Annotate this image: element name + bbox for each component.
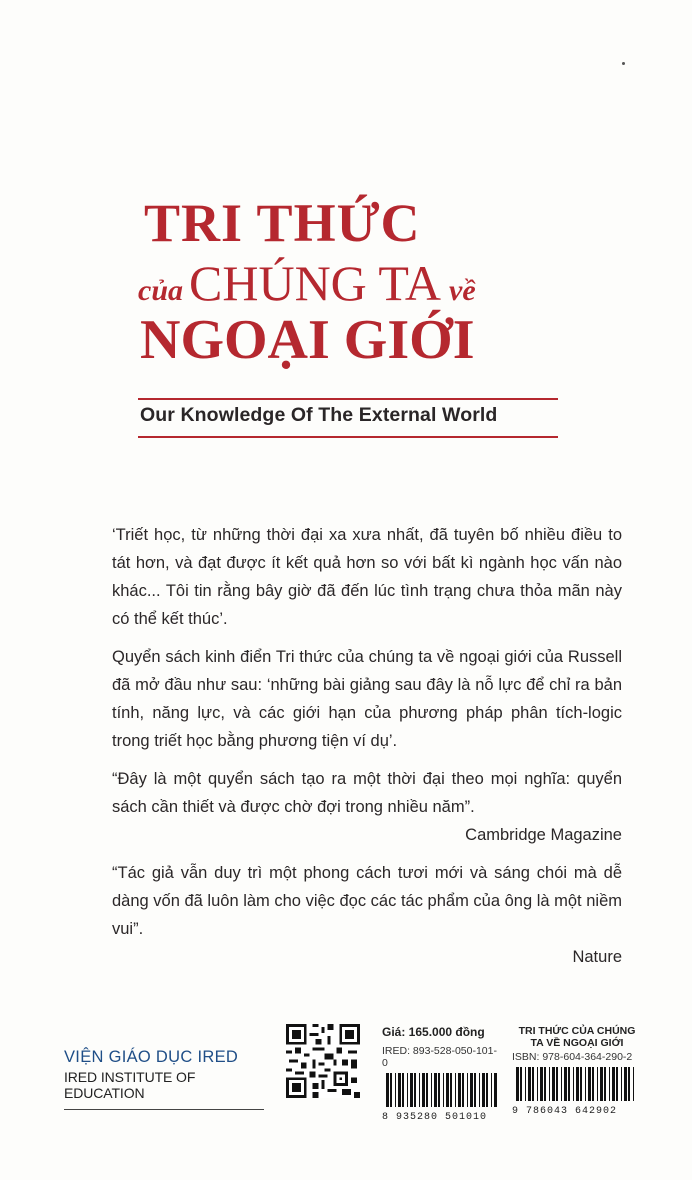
title-main: CHÚNG TA xyxy=(189,255,442,311)
barcode-number: 8 935280 501010 xyxy=(382,1112,488,1123)
barcode-icon xyxy=(382,1073,500,1107)
title-line-3: NGOẠI GIỚI xyxy=(140,309,475,371)
title-suffix: về xyxy=(449,274,476,307)
title-rule-top xyxy=(138,398,558,400)
price-barcode-block xyxy=(382,1025,502,1123)
qr-code-icon xyxy=(286,1024,360,1098)
description-paragraph: Quyển sách kinh điển Tri thức của chúng ta về ngoại giới của Russell đã mở đầu như sau: ‘những bài giảng sau đây là nỗ lực để chỉ ra bản tính, năng lực, và các giới hạn của phương pháp phân tích-logic trong triết học bằng phương tiện ví dụ’. xyxy=(112,648,622,750)
quote-paragraph-2: “Đây là một quyển sách tạo ra một thời đại theo mọi nghĩa: quyển sách cần thiết và được chờ đợi trong nhiều năm”. xyxy=(112,770,622,816)
publisher-name-vn: VIỆN GIÁO DỤC IRED xyxy=(64,1048,239,1066)
quote-source-1: Cambridge Magazine xyxy=(465,826,622,844)
barcode-number: 9 786043 642902 xyxy=(512,1106,618,1117)
quote-paragraph-3: “Tác giả vẫn duy trì một phong cách tươi mới và sáng chói mà dễ dàng vốn đã luôn làm cho việc đọc các tác phẩm của ông là một niềm vui”. xyxy=(112,864,622,938)
title-block xyxy=(138,193,568,371)
blurb xyxy=(112,521,622,981)
book-name-label: TRI THỨC CỦA CHÚNG TA VỀ NGOẠI GIỚI xyxy=(518,1025,636,1049)
quote-paragraph-1: ‘Triết học, từ những thời đại xa xưa nhất, đã tuyên bố nhiều điều to tát hơn, và đạt được ít kết quả hơn so với bất kì ngành học vấn nào khác... Tôi tin rằng bây giờ đã đến lúc tình trạng chưa thỏa mãn này có thể kết thúc’. xyxy=(112,526,622,628)
english-subtitle: Our Knowledge Of The External World xyxy=(140,404,498,426)
barcode-icon xyxy=(512,1067,638,1101)
isbn-code: ISBN: 978-604-364-290-2 xyxy=(512,1051,633,1063)
title-line-2 xyxy=(138,255,568,311)
publisher-name-en: IRED INSTITUTE OF EDUCATION xyxy=(64,1069,196,1101)
title-rule-bottom xyxy=(138,436,558,438)
publisher-block xyxy=(64,1048,264,1110)
price-label: Giá: 165.000 đồng xyxy=(382,1025,485,1039)
isbn-barcode-block xyxy=(512,1025,642,1117)
title-line-1: TRI THỨC xyxy=(144,193,421,253)
title-prefix: của xyxy=(138,274,183,307)
publisher-rule xyxy=(64,1109,264,1110)
quote-source-2: Nature xyxy=(572,948,622,966)
ired-code: IRED: 893-528-050-101-0 xyxy=(382,1045,497,1069)
speck-mark xyxy=(622,62,625,65)
